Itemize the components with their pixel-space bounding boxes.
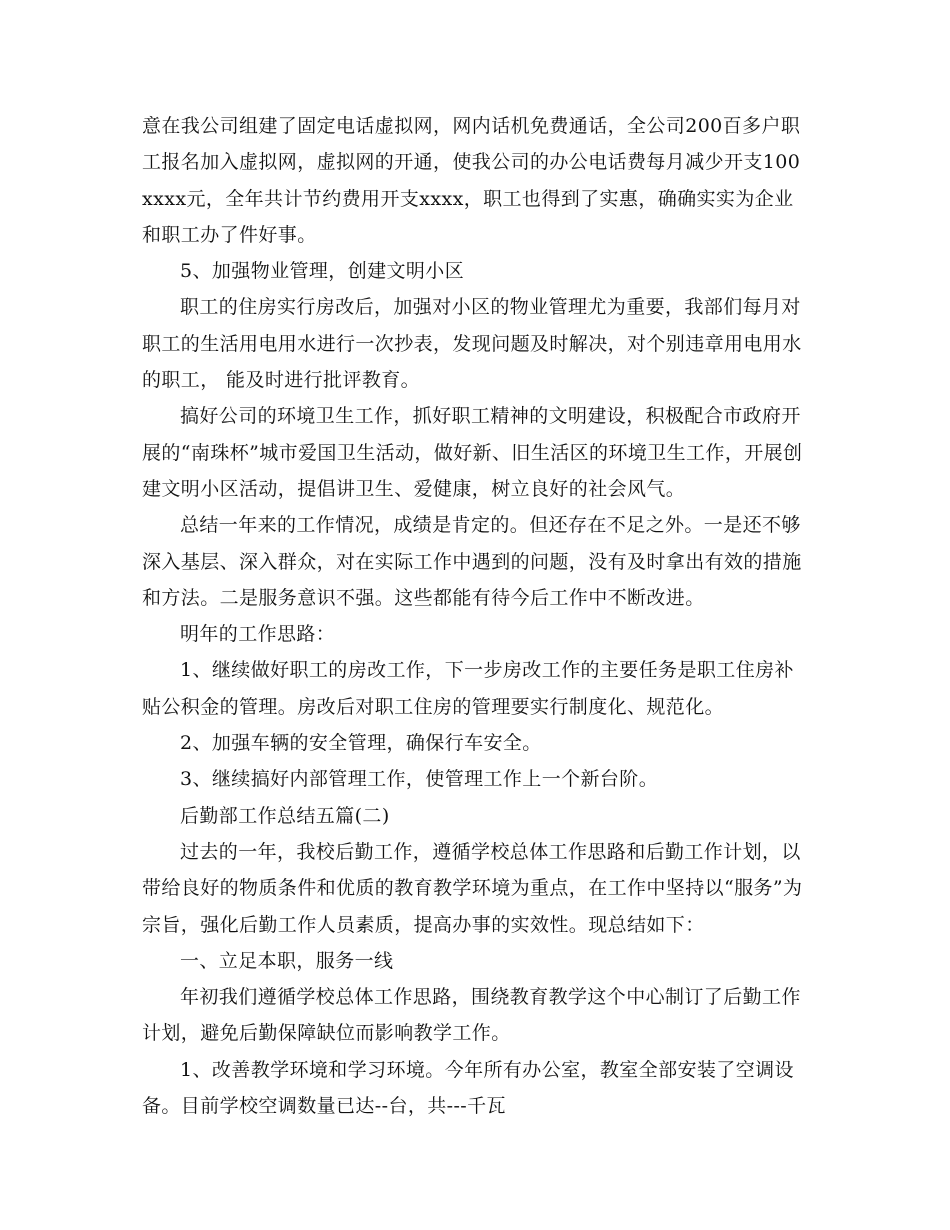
heading-next-year-plan: 明年的工作思路： <box>180 623 336 646</box>
paragraph-housing-reform: 职工的住房实行房改后，加强对小区的物业管理尤为重要，我部们每月对职工的生活用电用水进行一次抄表，发现问题及时解决，对个别违章用电用水的职工， 能及时进行批评教育。 <box>142 296 802 392</box>
list-item-plan-1: 1、继续做好职工的房改工作，下一步房改工作的主要任务是职工住房补贴公积金的管理。房改后对职工住房的管理要实行制度化、规范化。 <box>142 659 794 718</box>
paragraph-school-logistics-intro: 过去的一年，我校后勤工作，遵循学校总体工作思路和后勤工作计划，以带给良好的物质条件和优质的教育教学环境为重点，在工作中坚持以“服务”为宗旨，强化后勤工作人员素质，提高办事的实效性。现总结如下： <box>142 840 803 936</box>
list-item-plan-2: 2、加强车辆的安全管理，确保行车安全。 <box>180 732 542 755</box>
paragraph-year-summary: 总结一年来的工作情况，成绩是肯定的。但还存在不足之外。一是还不够深入基层、深入群众，对在实际工作中遇到的问题，没有及时拿出有效的措施和方法。二是服务意识不强。这些都能有待今后工作中不断改进。 <box>142 514 802 609</box>
list-item-environment: 1、改善教学环境和学习环境。今年所有办公室，教室全部安装了空调设备。目前学校空调数量已达--台，共---千瓦 <box>142 1058 794 1118</box>
section-title-part-two: 后勤部工作总结五篇(二) <box>180 804 390 827</box>
list-item-plan-3: 3、继续搞好内部管理工作，使管理工作上一个新台阶。 <box>180 768 659 791</box>
heading-section-one: 一、立足本职，服务一线 <box>180 949 394 972</box>
paragraph-work-plan: 年初我们遵循学校总体工作思路，围绕教育教学这个中心制订了后勤工作计划，避免后勤保障缺位而影响教学工作。 <box>142 986 801 1045</box>
paragraph-phone-network: 意在我公司组建了固定电话虚拟网，网内话机免费通话，全公司200百多户职工报名加入虚拟网，虚拟网的开通，使我公司的办公电话费每月减少开支100xxxx元，全年共计节约费用开支xxxx，职工也得到了实惠，确确实实为企业和职工办了件好事。 <box>142 115 801 246</box>
paragraph-sanitation: 搞好公司的环境卫生工作，抓好职工精神的文明建设，积极配合市政府开展的“南珠杯”城市爱国卫生活动，做好新、旧生活区的环境卫生工作，开展创建文明小区活动，提倡讲卫生、爱健康，树立良好的社会风气。 <box>142 405 803 500</box>
heading-property-management: 5、加强物业管理，创建文明小区 <box>180 260 465 283</box>
document-body <box>142 108 808 1124</box>
